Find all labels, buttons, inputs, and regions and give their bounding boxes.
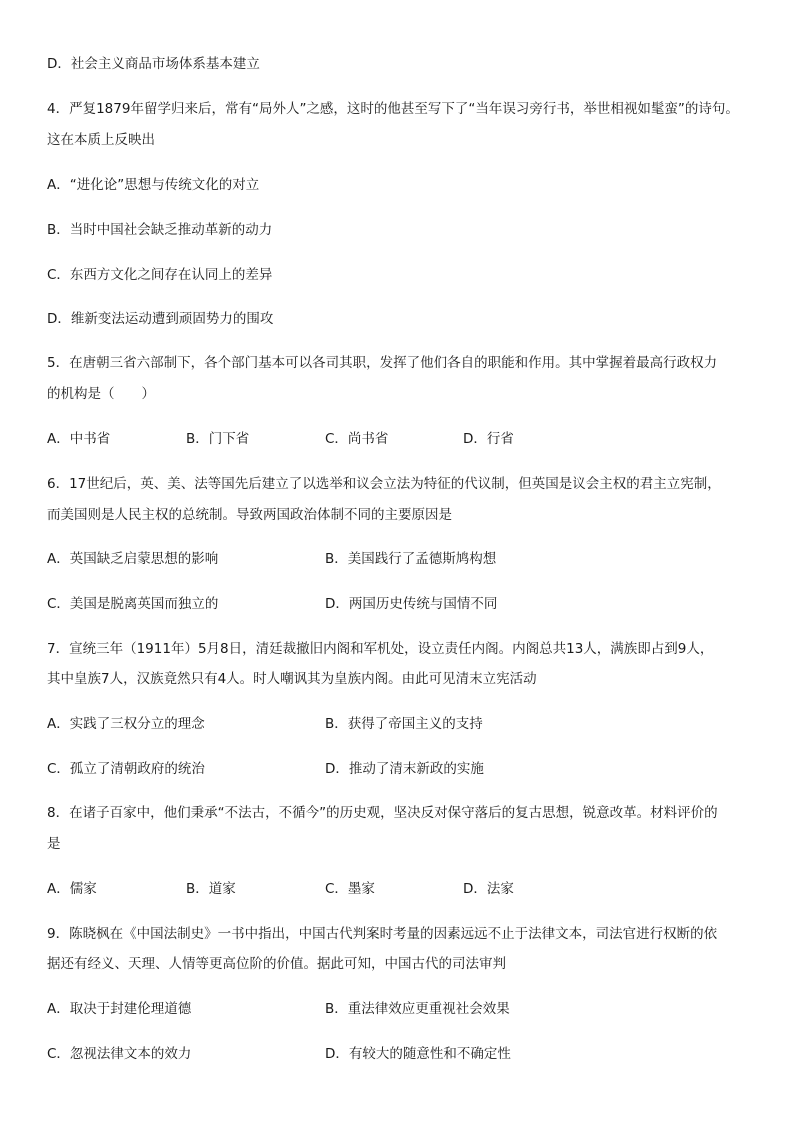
q7-option-d: D．推动了清末新政的实施 [325,761,484,777]
q9-stem-line1: 9．陈晓枫在《中国法制史》一书中指出，中国古代判案时考量的因素远远不止于法律文本，司法官进行权断的依 [47,926,718,942]
q6-option-c: C．美国是脱离英国而独立的 [47,596,219,612]
q5-option-c: C．尚书省 [325,431,389,447]
q9-option-c: C．忽视法律文本的效力 [47,1046,192,1062]
q5-option-b: B．门下省 [186,431,250,447]
q9-option-b: B．重法律效应更重视社会效果 [325,1001,510,1017]
q7-option-a: A．实践了三权分立的理念 [47,716,205,732]
q6-stem-line1: 6．17世纪后，英、美、法等国先后建立了以选举和议会立法为特征的代议制，但英国是议会主权的君主立宪制， [47,476,721,492]
q5-stem-line2: 的机构是（ ） [47,386,155,402]
q4-stem-line1: 4．严复1879年留学归来后，常有“局外人”之感，这时的他甚至写下了“当年误习旁行书，举世相视如髦蛮”的诗句。 [47,101,739,117]
q8-option-b: B．道家 [186,881,236,897]
q6-option-a: A．英国缺乏启蒙思想的影响 [47,551,219,567]
q4-option-a: A．“进化论”思想与传统文化的对立 [47,177,260,193]
q4-option-b: B．当时中国社会缺乏推动革新的动力 [47,222,273,238]
q6-option-b: B．美国践行了孟德斯鸠构想 [325,551,497,567]
q5-option-d: D．行省 [463,431,514,447]
q4-option-c: C．东西方文化之间存在认同上的差异 [47,267,273,283]
q4-option-d: D．维新变法运动遭到顽固势力的围攻 [47,311,274,327]
q9-stem-line2: 据还有经义、天理、人情等更高位阶的价值。据此可知，中国古代的司法审判 [47,956,506,972]
q7-option-b: B．获得了帝国主义的支持 [325,716,483,732]
q7-stem-line1: 7．宣统三年（1911年）5月8日，清廷裁撤旧内阁和军机处，设立责任内阁。内阁总共13人，满族即占到9人， [47,641,714,657]
q5-option-a: A．中书省 [47,431,111,447]
q8-stem-line2: 是 [47,836,61,852]
q9-option-d: D．有较大的随意性和不确定性 [325,1046,511,1062]
q6-option-d: D．两国历史传统与国情不同 [325,596,498,612]
q6-stem-line2: 而美国则是人民主权的总统制。导致两国政治体制不同的主要原因是 [47,507,452,523]
q7-stem-line2: 其中皇族7人，汉族竟然只有4人。时人嘲讽其为皇族内阁。由此可见清末立宪活动 [47,671,537,687]
prev-option-d: D．社会主义商品市场体系基本建立 [47,56,260,72]
q8-option-d: D．法家 [463,881,514,897]
q4-stem-line2: 这在本质上反映出 [47,132,155,148]
q8-stem-line1: 8．在诸子百家中，他们秉承“不法古，不循今”的历史观，坚决反对保守落后的复古思想，锐意改革。材料评价的 [47,805,718,821]
q7-option-c: C．孤立了清朝政府的统治 [47,761,205,777]
q8-option-c: C．墨家 [325,881,375,897]
q8-option-a: A．儒家 [47,881,97,897]
q5-stem-line1: 5．在唐朝三省六部制下，各个部门基本可以各司其职，发挥了他们各自的职能和作用。其中掌握着最高行政权力 [47,355,718,371]
q9-option-a: A．取决于封建伦理道德 [47,1001,192,1017]
